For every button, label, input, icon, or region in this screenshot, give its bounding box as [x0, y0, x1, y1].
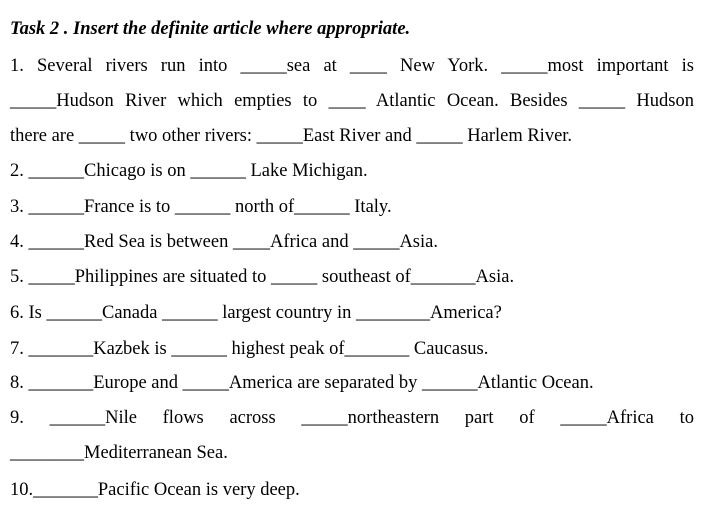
exercise-line-1a: 1. Several rivers run into _____sea at ____ New York. _____most important is — [10, 56, 694, 76]
exercise-line-1c: there are _____ two other rivers: _____East River and _____ Harlem River. — [10, 126, 573, 146]
exercise-line-7: 7. _______Kazbek is ______ highest peak of_______ Caucasus. — [10, 339, 489, 359]
exercise-line-6: 6. Is ______Canada ______ largest country in ________America? — [10, 303, 502, 323]
exercise-line-10: 10._______Pacific Ocean is very deep. — [10, 480, 300, 500]
exercise-line-3: 3. ______France is to ______ north of______ Italy. — [10, 197, 392, 217]
exercise-line-9a: 9. ______Nile flows across _____northeastern part of _____Africa to — [10, 408, 694, 428]
exercise-line-8: 8. _______Europe and _____America are separated by ______Atlantic Ocean. — [10, 373, 594, 393]
task-title: Task 2 . Insert the definite article where appropriate. — [10, 19, 411, 39]
exercise-line-1b: _____Hudson River which empties to ____ Atlantic Ocean. Besides _____ Hudson — [10, 91, 694, 111]
exercise-line-5: 5. _____Philippines are situated to _____ southeast of_______Asia. — [10, 267, 515, 287]
exercise-line-4: 4. ______Red Sea is between ____Africa and _____Asia. — [10, 232, 438, 252]
exercise-line-9b: ________Mediterranean Sea. — [10, 443, 228, 463]
exercise-line-2: 2. ______Chicago is on ______ Lake Michigan. — [10, 161, 368, 181]
